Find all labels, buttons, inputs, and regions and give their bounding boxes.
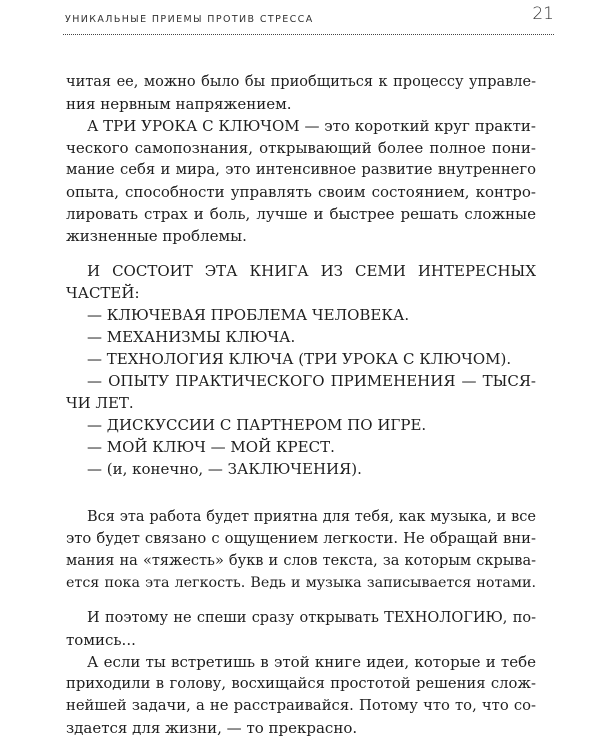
text-line: лировать страх и боль, лучше и быстрее решать сложные — [66, 205, 536, 224]
list-item: — ОПЫТУ ПРАКТИЧЕСКОГО ПРИМЕНЕНИЯ — ТЫСЯ- — [87, 372, 536, 391]
text-line: ется пока эта легкость. Ведь и музыка записывается нотами. — [66, 575, 536, 591]
text-line: жизненные проблемы. — [66, 227, 247, 246]
text-line: ния нервным напряжением. — [66, 95, 292, 113]
list-item: — МОЙ КЛЮЧ — МОЙ КРЕСТ. — [87, 438, 335, 457]
running-head: УНИКАЛЬНЫЕ ПРИЕМЫ ПРОТИВ СТРЕССА — [65, 14, 314, 25]
text-line: томись... — [66, 630, 136, 649]
text-line: это будет связано с ощущением легкости. Не обращай вни- — [66, 530, 536, 547]
list-item: ЧИ ЛЕТ. — [66, 394, 134, 413]
list-item: — КЛЮЧЕВАЯ ПРОБЛЕМА ЧЕЛОВЕКА. — [87, 306, 410, 325]
text-line: опыта, способности управлять своим состоянием, контро- — [66, 183, 536, 202]
list-item: — МЕХАНИЗМЫ КЛЮЧА. — [87, 328, 296, 347]
text-line: Вся эта работа будет приятна для тебя, как музыка, и все — [87, 508, 536, 525]
text-line: мание себя и мира, это интенсивное развитие внутреннего — [66, 161, 536, 179]
text-line: И поэтому не спеши сразу открывать ТЕХНОЛОГИЮ, по- — [87, 609, 536, 626]
text-line: здается для жизни, — то прекрасно. — [66, 719, 358, 737]
page-number: 21 — [532, 4, 554, 24]
text-line: А ТРИ УРОКА С КЛЮЧОМ — это короткий круг практи- — [87, 117, 536, 135]
text-line: ЧАСТЕЙ: — [66, 284, 140, 303]
list-item: — ДИСКУССИИ С ПАРТНЕРОМ ПО ИГРЕ. — [87, 416, 427, 435]
text-line: мания на «тяжесть» букв и слов текста, за которым скрыва- — [66, 553, 536, 569]
text-line: ческого самопознания, открывающий более полное пони- — [66, 139, 536, 158]
text-line: читая ее, можно было бы приобщиться к процессу управле- — [66, 74, 536, 90]
text-line: нейшей задачи, а не расстраивайся. Потому что то, что со- — [66, 697, 536, 714]
text-line: И СОСТОИТ ЭТА КНИГА ИЗ СЕМИ ИНТЕРЕСНЫХ — [87, 262, 536, 280]
text-line: А если ты встретишь в этой книге идеи, которые и тебе — [87, 652, 536, 671]
list-item: — ТЕХНОЛОГИЯ КЛЮЧА (ТРИ УРОКА С КЛЮЧОМ). — [87, 350, 512, 369]
text-line: приходили в голову, восхищайся простотой решения слож- — [66, 675, 536, 692]
list-item: — (и, конечно, — ЗАКЛЮЧЕНИЯ). — [87, 460, 362, 479]
